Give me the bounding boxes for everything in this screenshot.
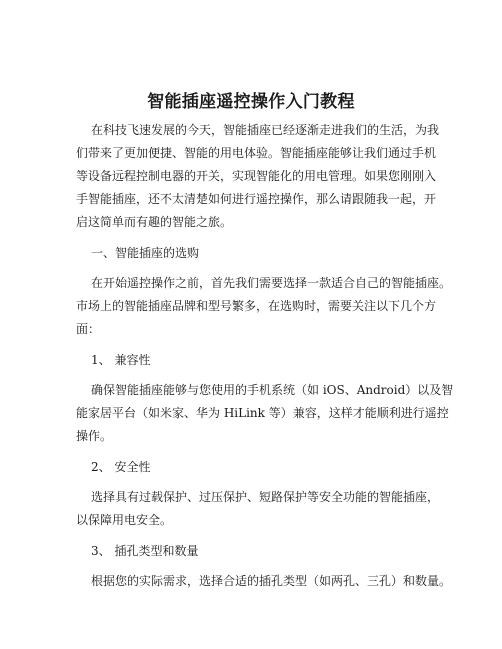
intro-line-2: 们带来了更加便捷、智能的用电体验。智能插座能够让我们通过手机 xyxy=(76,146,437,160)
intro-line-5: 启这简单而有趣的智能之旅。 xyxy=(76,215,233,229)
item1-heading: 1、 兼容性 xyxy=(91,353,151,367)
item1-line-1: 确保智能插座能够与您使用的手机系统（如 iOS、Android）以及智 xyxy=(91,383,454,397)
item1-line-3: 操作。 xyxy=(76,429,113,443)
section1-line-3: 面： xyxy=(76,322,101,336)
item2-line-2: 以保障用电安全。 xyxy=(76,513,173,527)
item1-line-2: 能家居平台（如米家、华为 HiLink 等）兼容，这样才能顺利进行遥控 xyxy=(76,406,449,420)
document-title: 智能插座遥控操作入门教程 xyxy=(147,92,355,112)
section1-heading: 一、智能插座的选购 xyxy=(91,246,200,260)
section1-line-2: 市场上的智能插座品牌和型号繁多，在选购时，需要关注以下几个方 xyxy=(76,299,437,313)
item3-line-1: 根据您的实际需求，选择合适的插孔类型（如两孔、三孔）和数量。 xyxy=(91,574,452,588)
intro-line-3: 等设备远程控制电器的开关，实现智能化的用电管理。如果您刚刚入 xyxy=(76,169,437,183)
intro-line-1: 在科技飞速发展的今天，智能插座已经逐渐走进我们的生活，为我 xyxy=(91,123,440,137)
intro-line-4: 手智能插座，还不太清楚如何进行遥控操作，那么请跟随我一起，开 xyxy=(76,192,437,206)
item2-heading: 2、 安全性 xyxy=(91,460,151,474)
item3-heading: 3、 插孔类型和数量 xyxy=(91,544,199,558)
item2-line-1: 选择具有过载保护、过压保护、短路保护等安全功能的智能插座， xyxy=(91,490,440,504)
section1-line-1: 在开始遥控操作之前，首先我们需要选择一款适合自己的智能插座。 xyxy=(91,276,452,290)
